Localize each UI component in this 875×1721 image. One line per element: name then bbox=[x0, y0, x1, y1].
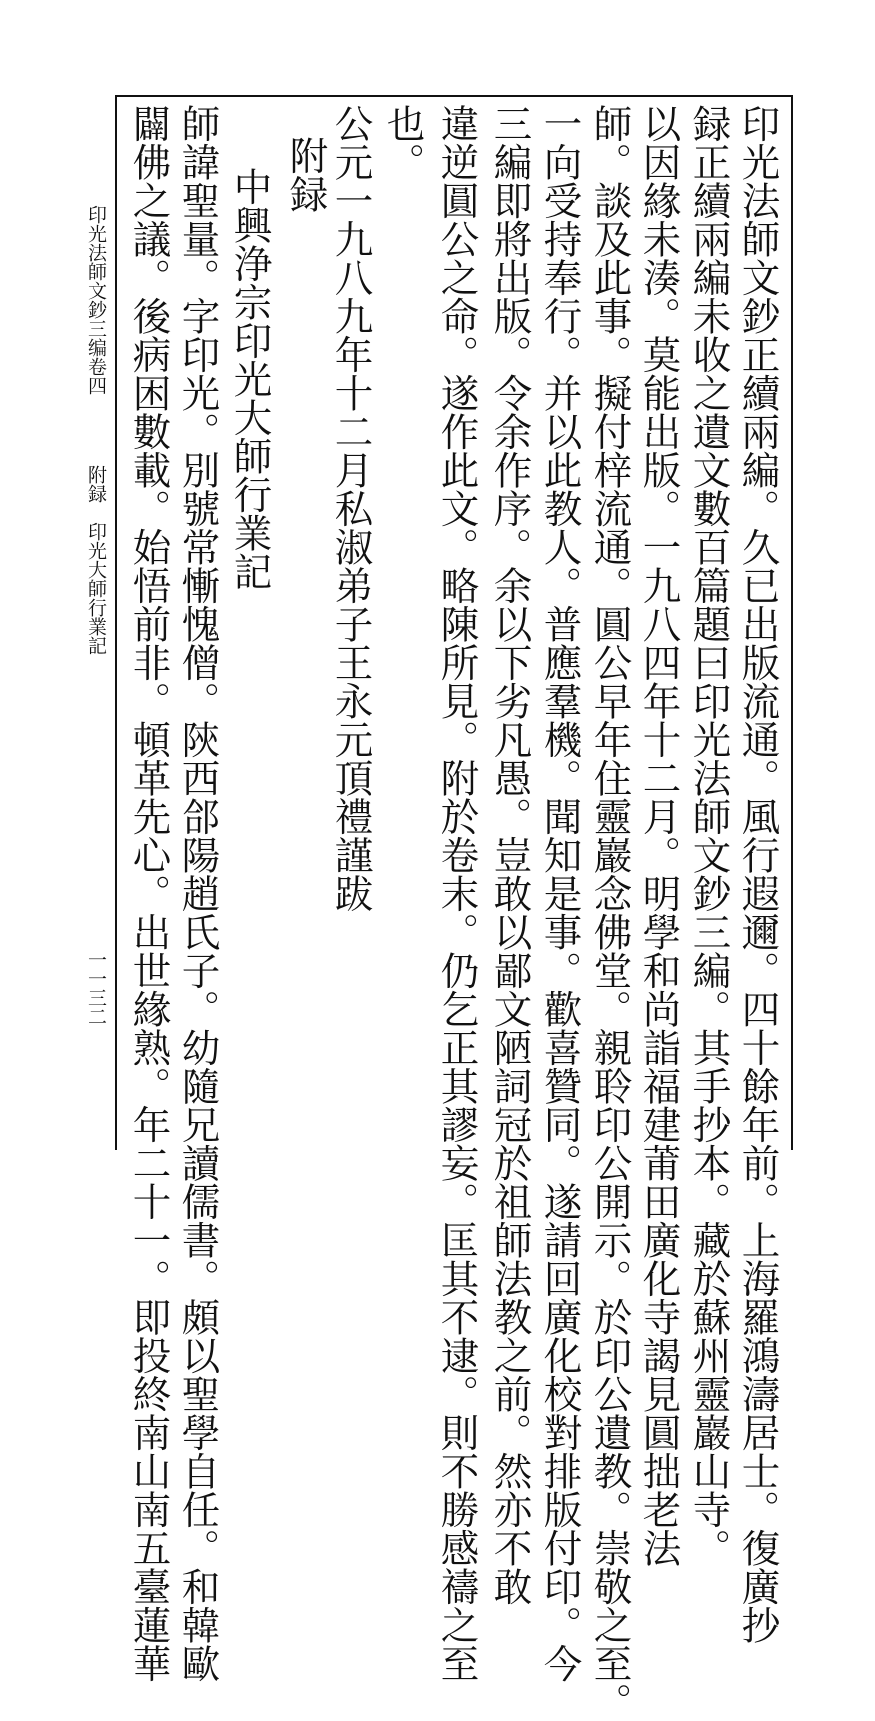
page-number: 一一三二 bbox=[85, 950, 107, 1026]
text-column-4: 師。談及此事。擬付梓流通。圓公早年住靈巖念佛堂。親聆印公開示。於印公遺教。崇敬之至。 bbox=[587, 104, 633, 1721]
text-column-3: 以因緣未湊。莫能出版。一九八四年十二月。明學和尚詣福建莆田廣化寺謁見圓拙老法 bbox=[636, 104, 682, 1567]
text-column-8: 也。 bbox=[380, 104, 426, 181]
postscript-signature: 公元一九八九年十二月私淑弟子王永元頂禮謹跋 bbox=[328, 104, 374, 913]
text-column-biography-2: 闢佛之議。後病困數載。始悟前非。頓革先心。出世緣熟。年二十一。即投終南山南五臺蓮華 bbox=[126, 104, 172, 1683]
text-column-1: 印光法師文鈔正續兩編。久已出版流通。風行遐邇。四十餘年前。上海羅鴻濤居士。復廣抄 bbox=[735, 104, 781, 1644]
appendix-heading: 附録 bbox=[283, 136, 329, 213]
text-column-7: 違逆圓公之命。遂作此文。略陳所見。附於卷末。仍乞正其謬妄。匡其不逮。則不勝感禱之至 bbox=[434, 104, 480, 1683]
frame-right-rule bbox=[791, 95, 793, 1150]
frame-left-rule bbox=[115, 95, 117, 1150]
text-column-6: 三編即將出版。令余作序。余以下劣凡愚。豈敢以鄙文陋詞冠於祖師法教之前。然亦不敢 bbox=[487, 104, 533, 1606]
text-column-biography-1: 師諱聖量。字印光。別號常慚愧僧。陝西郃陽趙氏子。幼隨兄讀儒書。頗以聖學自任。和韓歐 bbox=[175, 104, 221, 1683]
text-column-5: 一向受持奉行。并以此教人。普應羣機。聞知是事。歡喜贊同。遂請回廣化校對排版付印。今 bbox=[537, 104, 583, 1683]
text-column-2: 録正續兩編未收之遺文數百篇題曰印光法師文鈔三編。其手抄本。藏於蘇州靈巖山寺。 bbox=[686, 104, 732, 1567]
biography-title: 中興浄宗印光大師行業記 bbox=[227, 167, 273, 591]
margin-section-title: 附録 印光大師行業記 bbox=[85, 465, 107, 655]
margin-book-title: 印光法師文鈔三编卷四 bbox=[85, 205, 107, 395]
frame-top-rule bbox=[115, 95, 793, 97]
